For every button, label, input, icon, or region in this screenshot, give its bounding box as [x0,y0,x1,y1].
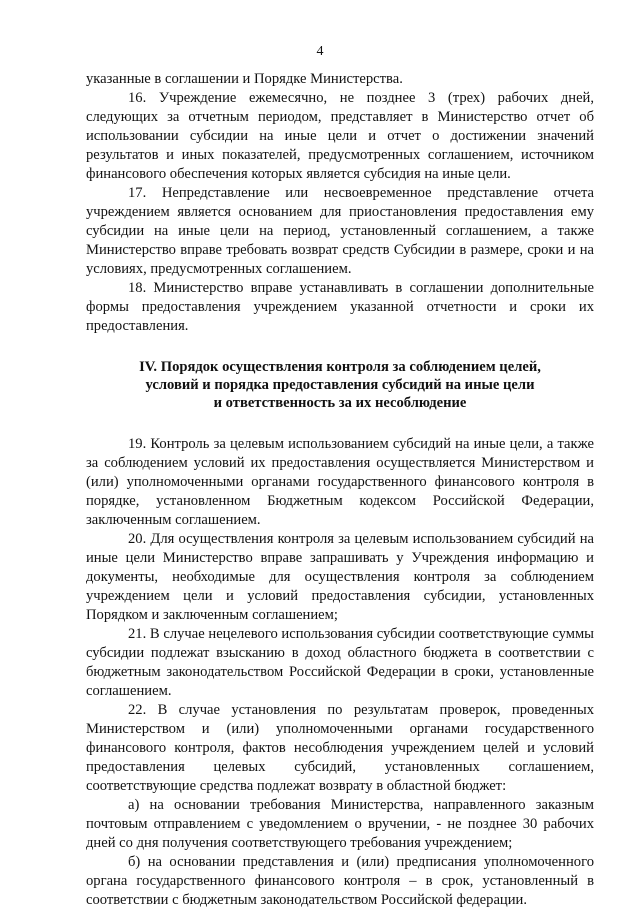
page-number: 4 [316,44,324,59]
paragraph-18: 18. Министерство вправе устанавливать в соглашении дополнительные формы предоставления учреждением указанной отчетности и сроки их предоставления. [86,280,594,334]
paragraph-22-b: б) на основании представления и (или) предписания уполномоченного органа государственного финансового контроля – в срок, установленный в соответствии с бюджетным законодательством Российской федерации. [86,854,594,908]
paragraph-19: 19. Контроль за целевым использованием субсидий на иные цели, а также за соблюдением условий их предоставления осуществляется Министерством и (или) уполномоченными органами государственного финансового контроля в порядке, установленном Бюджетным кодексом Российской Федерации, заключенным соглашением. [86,436,594,528]
paragraph-20: 20. Для осуществления контроля за целевым использованием субсидий на иные цели Министерство вправе запрашивать у Учреждения информацию и документы, необходимые для осуществления контроля за соблюдением учреждением цели и условий предоставления субсидии, установленных Порядком и заключенным соглашением; [86,531,594,623]
paragraph-continuation: указанные в соглашении и Порядке Министерства. [86,71,403,87]
paragraph-22-a: а) на основании требования Министерства, направленного заказным почтовым отправлением с уведомлением о вручении, - не позднее 30 рабочих дней со дня получения соответствующего требования учреждением; [86,797,594,851]
paragraph-22: 22. В случае установления по результатам проверок, проведенных Министерством и (или) уполномоченными органами государственного финансового контроля, фактов несоблюдения учреждением целей и условий предоставления целевых субсидий, установленных соглашением, соответствующие средства подлежат возврату в областной бюджет: [86,702,594,794]
section-heading-iv [86,358,594,412]
section-heading-line: IV. Порядок осуществления контроля за соблюдением целей, [139,359,541,375]
section-heading-line: условий и порядка предоставления субсидий на иные цели [145,377,535,393]
paragraph-17: 17. Непредставление или несвоевременное представление отчета учреждением является основанием для приостановления предоставления ему субсидии на иные цели на период, установленный соглашением, а также Министерство вправе требовать возврат средств Субсидии в размере, сроки и на условиях, предусмотренных соглашением. [86,185,594,277]
section-heading-line: и ответственность за их несоблюдение [213,395,467,411]
document-body [86,70,594,910]
paragraph-21: 21. В случае нецелевого использования субсидии соответствующие суммы субсидии подлежат взысканию в доход областного бюджета в соответствии с бюджетным законодательством Российской Федерации в сроки, установленные соглашением. [86,626,594,699]
paragraph-16: 16. Учреждение ежемесячно, не позднее 3 (трех) рабочих дней, следующих за отчетным периодом, представляет в Министерство отчет об использовании субсидии на иные цели и отчет о достижении значений результатов и иных показателей, предусмотренных соглашением, источником финансового обеспечения которых является субсидия на иные цели. [86,90,594,182]
